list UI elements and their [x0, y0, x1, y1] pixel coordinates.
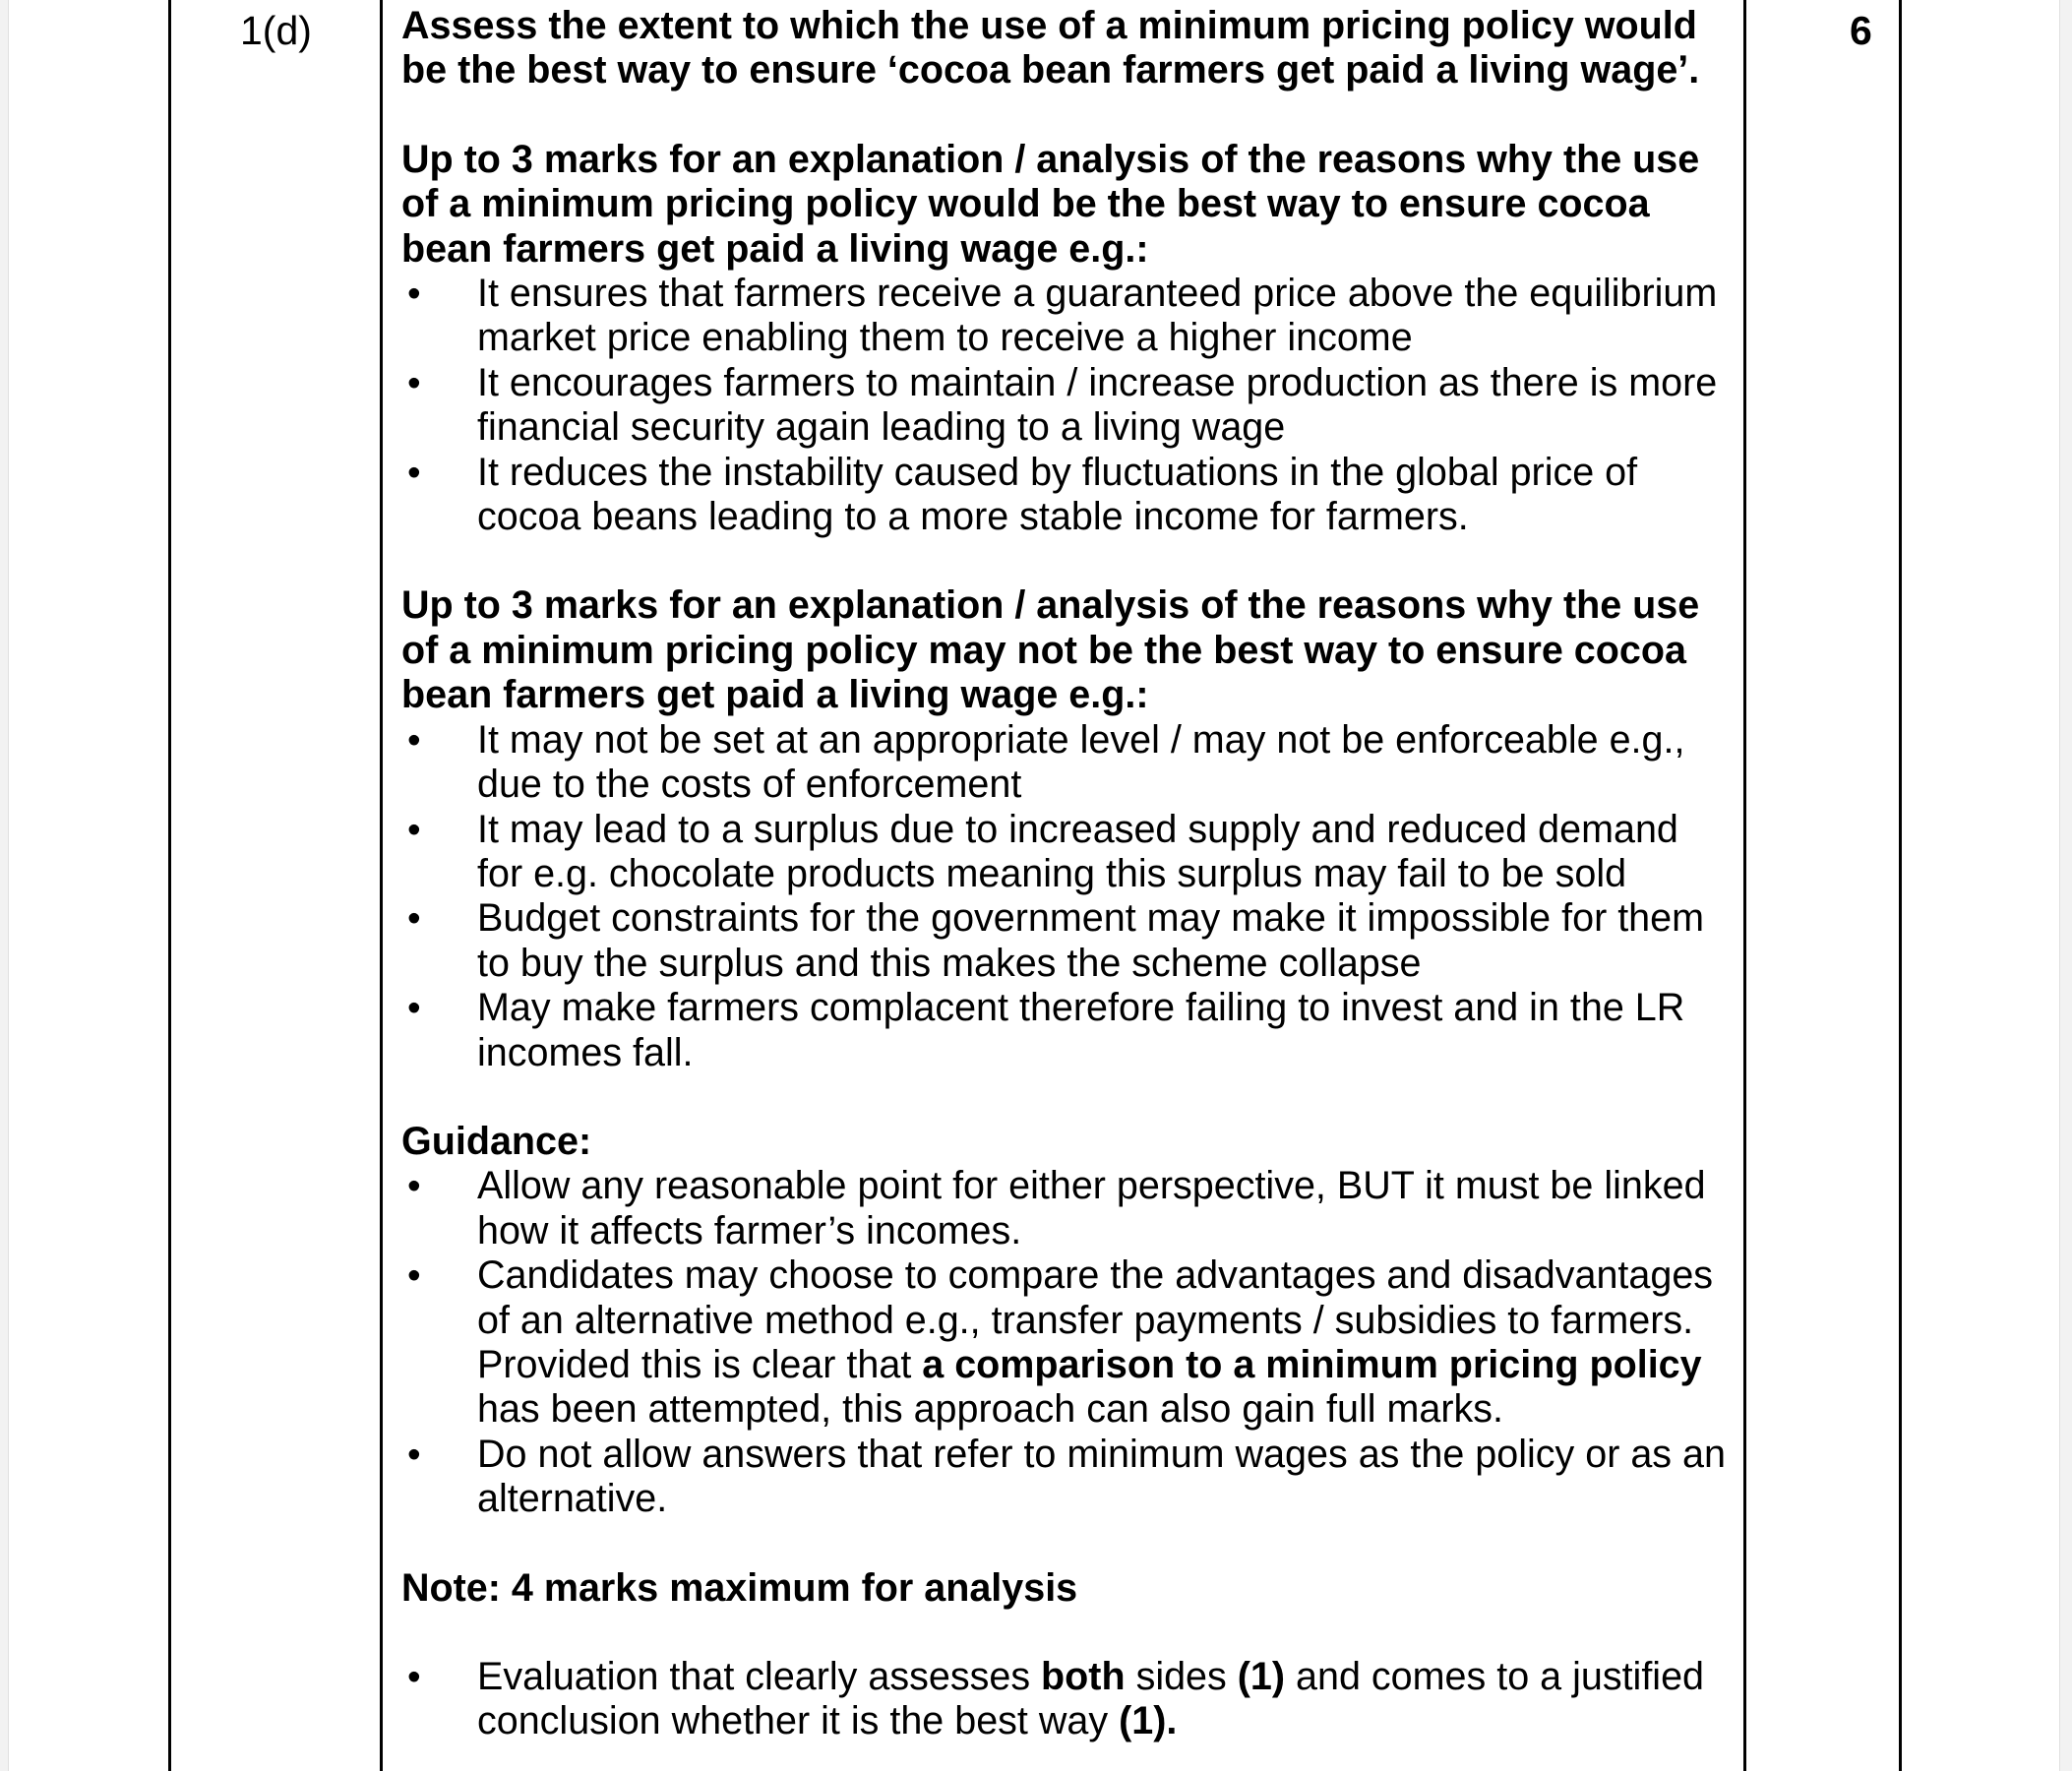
evaluation-mark: (1): [1237, 1655, 1286, 1698]
for-heading: Up to 3 marks for an explanation / analysis of the reasons why the use of a minimum pricing policy would be the best way to ensure cocoa bean farmers get paid a living wage e.g.:: [401, 137, 1700, 271]
evaluation-mark: (1).: [1119, 1699, 1178, 1743]
evaluation-emphasis: both: [1041, 1655, 1126, 1698]
list-item: • Do not allow answers that refer to minimum wages as the policy or as an alternative.: [401, 1433, 1732, 1522]
question-prompt: Assess the extent to which the use of a minimum pricing policy would be the best way to ensure ‘cocoa bean farmers get paid a living wage’.: [401, 4, 1700, 92]
page-edge-left: [0, 0, 9, 1771]
evaluation-text: sides: [1125, 1655, 1238, 1698]
table-border-question: [380, 0, 383, 1771]
list-item: • It may lead to a surplus due to increased supply and reduced demand for e.g. chocolate products meaning this surplus may fail to be sold: [401, 808, 1732, 897]
list-item: • It may not be set at an appropriate level / may not be enforceable e.g., due to the costs of enforcement: [401, 718, 1732, 808]
list-item: [401, 1253, 1732, 1433]
guidance-heading: Guidance:: [401, 1119, 592, 1163]
guidance-emphasis: a comparison to a minimum pricing policy: [922, 1342, 1702, 1386]
evaluation-text: Evaluation that clearly assesses: [477, 1655, 1042, 1698]
guidance-points: [401, 1164, 1732, 1521]
guidance-text: Candidates may choose to compare the advantages and disadvantages of an alternative method e.g., transfer payments / subsidies to farmers. Provided this is clear that: [477, 1253, 1714, 1386]
guidance-text: has been attempted, this approach can also gain full marks.: [477, 1387, 1503, 1432]
list-item: • It encourages farmers to maintain / increase production as there is more financial security again leading to a living wage: [401, 361, 1732, 451]
for-points: [401, 272, 1732, 539]
against-points: [401, 718, 1732, 1075]
evaluation-text: and comes to a justified conclusion whether it is the best way: [477, 1655, 1705, 1743]
evaluation-points: [401, 1655, 1732, 1744]
question-number: 1(d): [240, 8, 312, 53]
page-edge-right: [2059, 0, 2072, 1771]
note: Note: 4 marks maximum for analysis: [401, 1565, 1078, 1610]
table-border-right: [1899, 0, 1902, 1771]
mark-scheme-answer: [401, 4, 1732, 1744]
against-heading: Up to 3 marks for an explanation / analysis of the reasons why the use of a minimum pricing policy may not be the best way to ensure cocoa bean farmers get paid a living wage e.g.:: [401, 583, 1700, 717]
list-item: • Allow any reasonable point for either perspective, BUT it must be linked how it affects farmer’s incomes.: [401, 1164, 1732, 1253]
list-item: • It ensures that farmers receive a guaranteed price above the equilibrium market price enabling them to receive a higher income: [401, 272, 1732, 361]
list-item: • It reduces the instability caused by fluctuations in the global price of cocoa beans leading to a more stable income for farmers.: [401, 451, 1732, 540]
table-border-answer: [1743, 0, 1746, 1771]
table-border-left: [168, 0, 171, 1771]
question-marks: 6: [1850, 8, 1872, 53]
list-item: • May make farmers complacent therefore failing to invest and in the LR incomes fall.: [401, 986, 1732, 1075]
list-item: [401, 1655, 1732, 1744]
list-item: • Budget constraints for the government may make it impossible for them to buy the surplus and this makes the scheme collapse: [401, 896, 1732, 986]
